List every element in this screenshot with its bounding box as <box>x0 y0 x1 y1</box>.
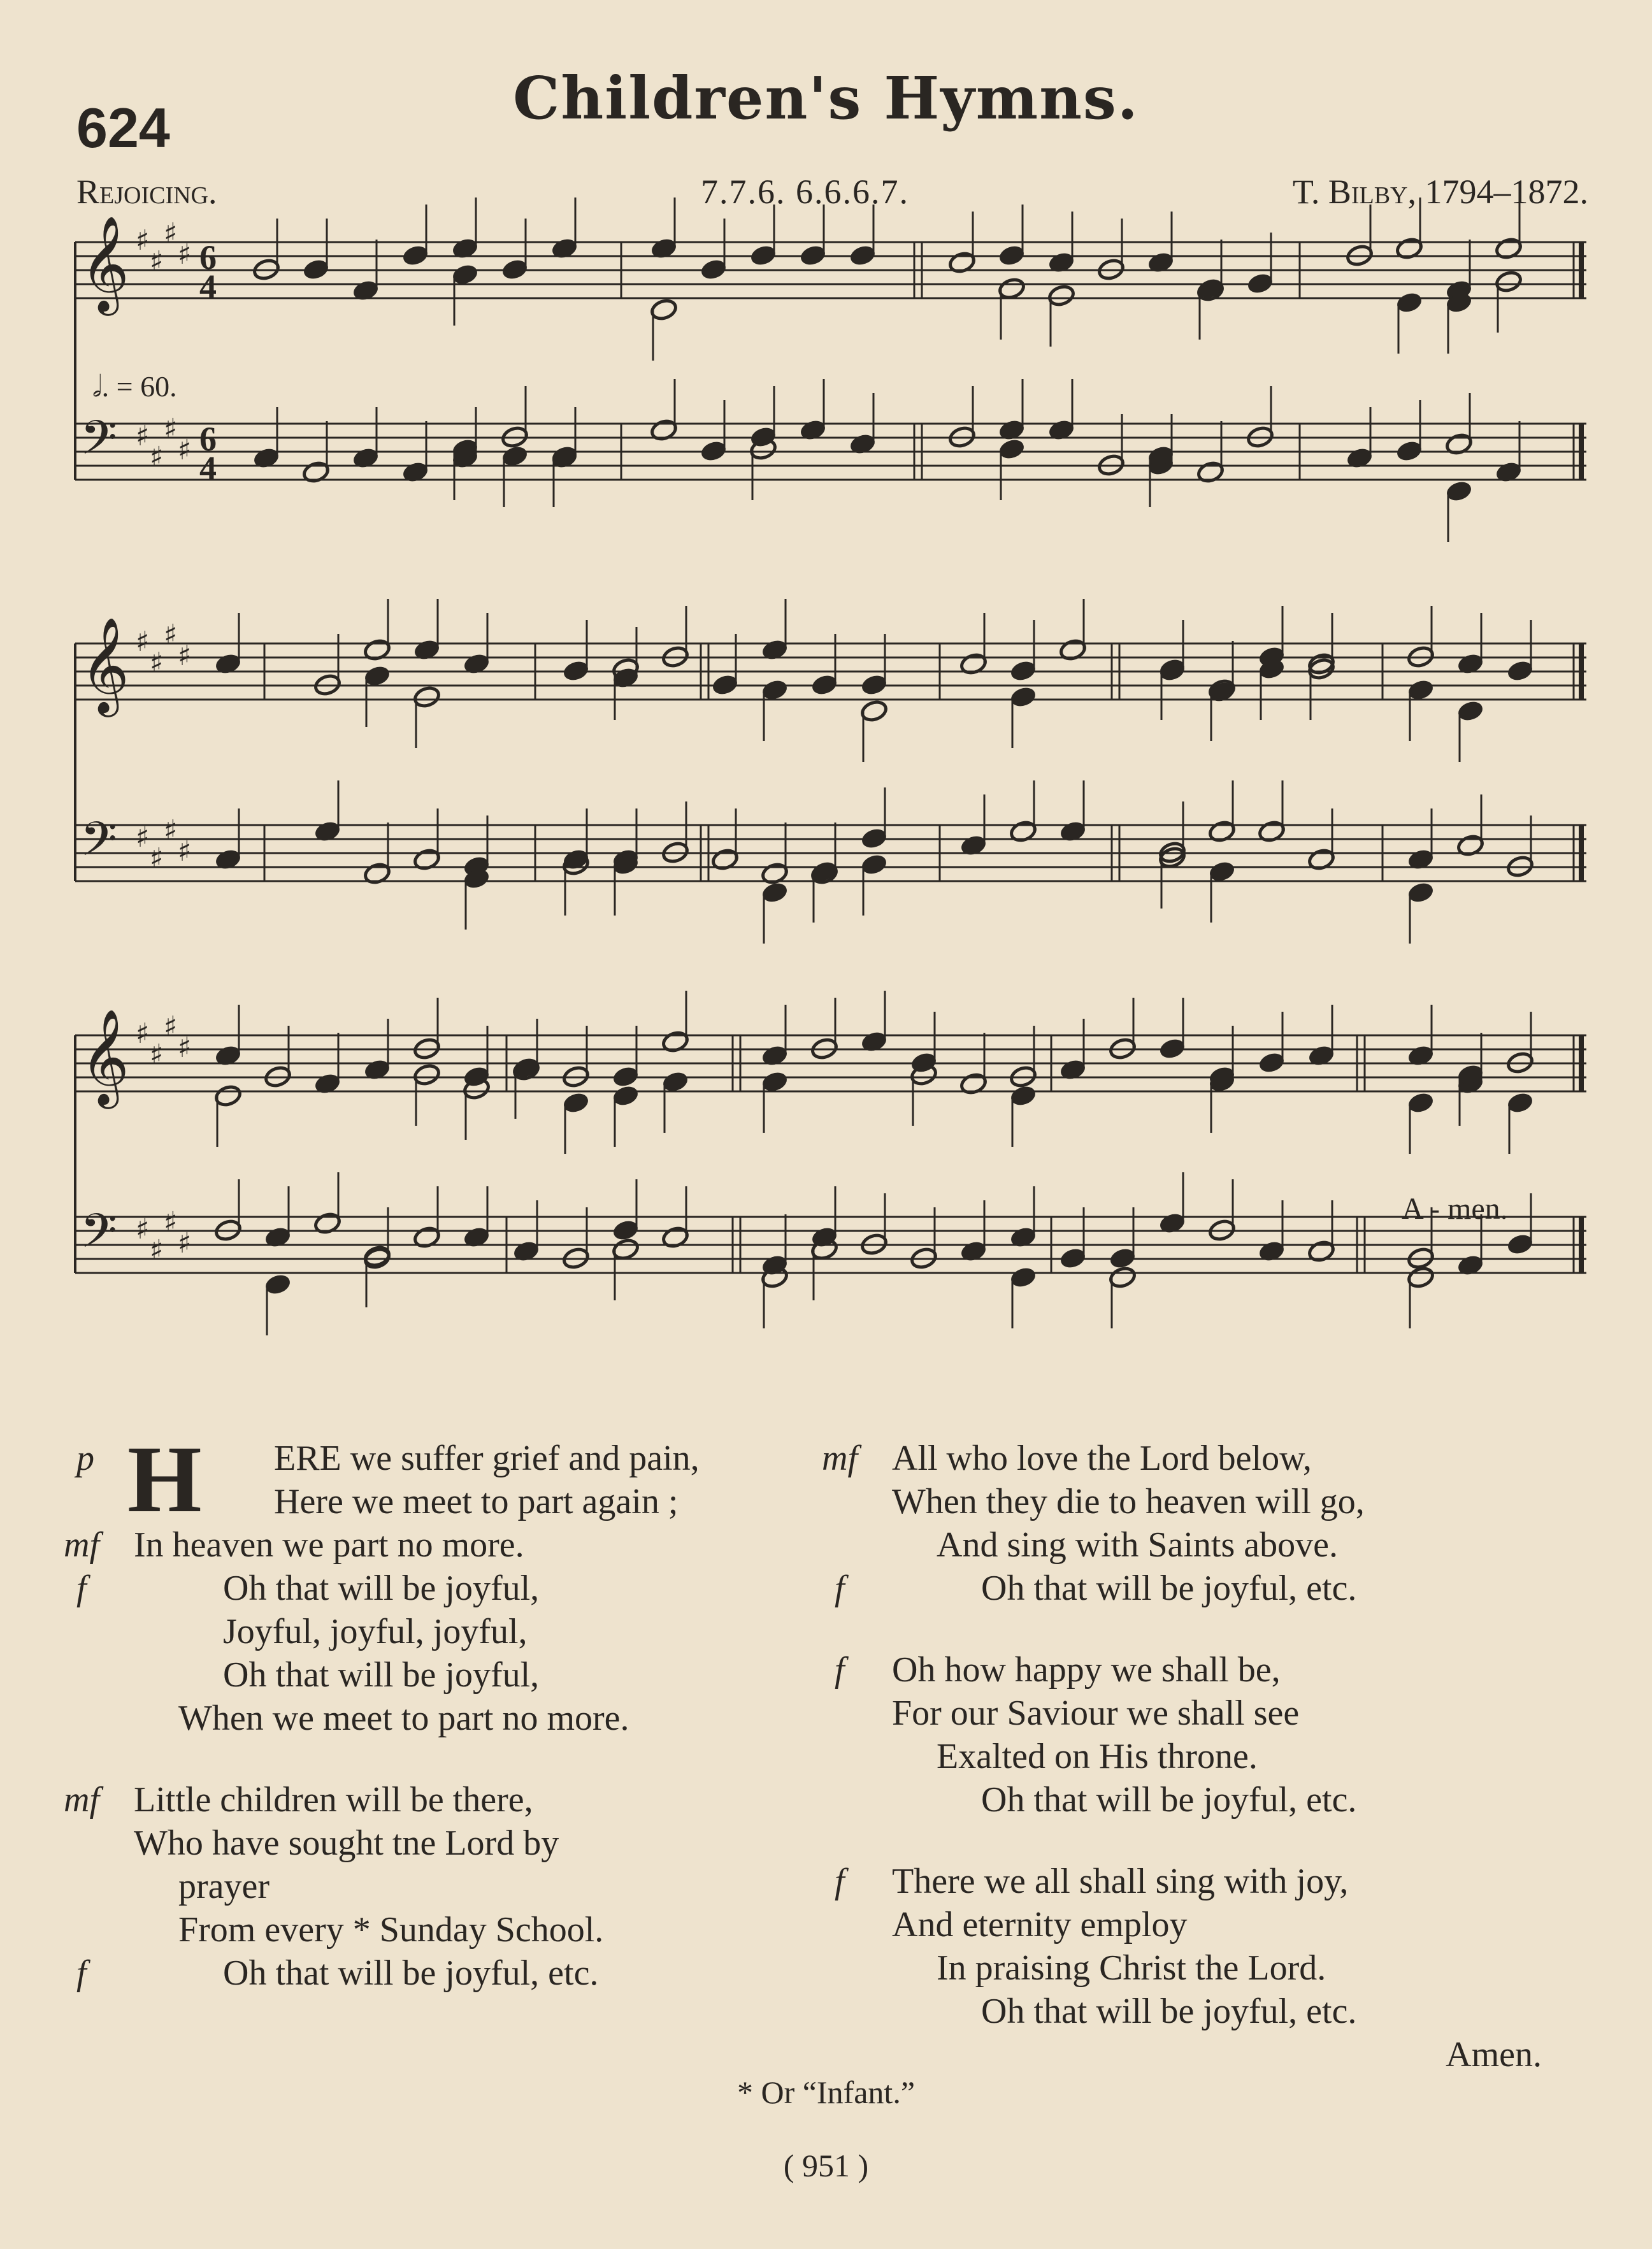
verse-text: Oh that will be joyful, etc. <box>223 1953 599 1993</box>
sharp-icon: ♯ <box>150 842 164 875</box>
music-system <box>75 991 1586 1335</box>
sharp-icon: ♯ <box>164 413 178 445</box>
dynamic-marking: mf <box>822 1439 858 1478</box>
bass-clef-icon: 𝄢 <box>80 812 117 879</box>
verse-text: And sing with Saints above. <box>937 1525 1338 1565</box>
verse-text: Oh that will be joyful, etc. <box>981 1569 1357 1608</box>
sharp-icon: ♯ <box>164 619 178 651</box>
sharp-icon: ♯ <box>178 238 192 271</box>
verse-line <box>64 1908 803 1951</box>
verse-text: Exalted on His throne. <box>937 1737 1258 1776</box>
dynamic-marking: p <box>76 1439 94 1478</box>
tune-name: Rejoicing. <box>76 173 217 211</box>
verse-line <box>64 1778 803 1821</box>
verse-line <box>822 1860 1542 1903</box>
dynamic-marking: f <box>76 1569 87 1608</box>
verse-line <box>64 1567 803 1610</box>
verse-text: For our Saviour we shall see <box>892 1693 1300 1733</box>
sharp-icon: ♯ <box>164 217 178 250</box>
verse-line <box>64 1697 803 1740</box>
footnote: * Or “Infant.” <box>736 2074 916 2110</box>
verse-line <box>822 1778 1542 1821</box>
page-number: ( 951 ) <box>783 2148 869 2183</box>
verse-text: And eternity employ <box>892 1905 1188 1944</box>
verse-line <box>822 1735 1542 1778</box>
verse-text: prayer <box>178 1867 270 1906</box>
treble-clef-icon: 𝄞 <box>80 1008 129 1105</box>
verse-line <box>822 1903 1542 1946</box>
sharp-icon: ♯ <box>164 1010 178 1043</box>
time-signature-bottom: 4 <box>199 268 217 306</box>
sharp-icon: ♯ <box>178 1031 192 1064</box>
sharp-icon: ♯ <box>150 245 164 278</box>
verse-line <box>64 1865 803 1908</box>
music-system <box>75 198 1586 542</box>
verse-line <box>822 1567 1542 1610</box>
stanza <box>64 1778 803 1995</box>
sharp-icon: ♯ <box>136 420 150 452</box>
stanza <box>64 1426 803 1740</box>
verse-text: All who love the Lord below, <box>892 1439 1312 1478</box>
verse-line <box>64 1523 803 1567</box>
verse-text: Oh how happy we shall be, <box>892 1650 1281 1690</box>
verse-text: When we meet to part no more. <box>178 1699 629 1738</box>
verse-line <box>64 1653 803 1697</box>
stanza <box>822 1437 1542 1610</box>
sharp-icon: ♯ <box>178 640 192 672</box>
verse-text: Little children will be there, <box>134 1780 533 1820</box>
verse-line <box>822 1648 1542 1692</box>
bass-clef-icon: 𝄢 <box>80 410 117 477</box>
verse-text: There we all shall sing with joy, <box>892 1862 1349 1901</box>
verse-text: Oh that will be joyful, etc. <box>981 1992 1357 2031</box>
verse-text: Oh that will be joyful, <box>223 1569 540 1608</box>
time-signature-top: 6 <box>199 420 217 458</box>
stanza <box>822 1648 1542 1821</box>
sharp-icon: ♯ <box>164 1206 178 1239</box>
sharp-icon: ♯ <box>136 1017 150 1050</box>
dynamic-marking: f <box>835 1650 845 1690</box>
time-signature-bottom: 4 <box>199 449 217 487</box>
sharp-icon: ♯ <box>136 1213 150 1246</box>
drop-cap: H <box>127 1426 202 1532</box>
sharp-icon: ♯ <box>178 434 192 466</box>
verse-line <box>822 1946 1542 1990</box>
amen-text: Amen. <box>1446 2035 1542 2074</box>
dynamic-marking: f <box>835 1862 845 1901</box>
verses-left-column <box>64 1426 803 2033</box>
time-signature-top: 6 <box>199 238 217 277</box>
stanza <box>822 1860 1542 2033</box>
treble-clef-icon: 𝄞 <box>80 215 129 312</box>
verse-line <box>822 1990 1542 2033</box>
verse-text: Oh that will be joyful, <box>223 1655 540 1695</box>
verse-line <box>822 1523 1542 1567</box>
verse-line <box>822 1437 1542 1480</box>
hymn-number: 624 <box>76 96 170 159</box>
verse-line <box>64 1610 803 1653</box>
dynamic-marking: f <box>835 1569 845 1608</box>
verse-text: In heaven we part no more. <box>134 1525 524 1565</box>
verse-text: Who have sought tne Lord by <box>134 1823 559 1863</box>
verse-text: When they die to heaven will go, <box>892 1482 1365 1521</box>
verse-text: In praising Christ the Lord. <box>937 1948 1326 1988</box>
sharp-icon: ♯ <box>136 626 150 658</box>
sharp-icon: ♯ <box>150 1038 164 1071</box>
sharp-icon: ♯ <box>178 1227 192 1260</box>
sharp-icon: ♯ <box>136 821 150 854</box>
verse-text: From every * Sunday School. <box>178 1910 604 1950</box>
music-system <box>75 599 1586 944</box>
verses-right-column <box>822 1437 1542 2076</box>
verse-line <box>64 1821 803 1865</box>
verse-line <box>822 1692 1542 1735</box>
amen-line <box>822 2033 1542 2076</box>
composer-dates: 1794–1872. <box>1425 173 1588 211</box>
amen-label: A - men. <box>1402 1192 1508 1226</box>
bass-clef-icon: 𝄢 <box>80 1204 117 1270</box>
running-title: Children's Hymns. <box>513 64 1139 133</box>
sharp-icon: ♯ <box>136 224 150 257</box>
verse-line <box>64 1437 803 1480</box>
sharp-icon: ♯ <box>178 835 192 868</box>
verse-text: Oh that will be joyful, etc. <box>981 1780 1357 1820</box>
sharp-icon: ♯ <box>150 1234 164 1267</box>
verse-text: Joyful, joyful, joyful, <box>223 1612 528 1651</box>
verse-text: Here we meet to part again ; <box>274 1482 679 1521</box>
metre: 7.7.6. 6.6.6.7. <box>701 173 909 211</box>
dynamic-marking: mf <box>64 1780 99 1820</box>
verse-line <box>822 1480 1542 1523</box>
verse-text: ERE we suffer grief and pain, <box>274 1439 700 1478</box>
treble-clef-icon: 𝄞 <box>80 616 129 713</box>
sharp-icon: ♯ <box>164 814 178 847</box>
dynamic-marking: f <box>76 1953 87 1993</box>
dynamic-marking: mf <box>64 1525 99 1565</box>
composer-name: T. Bilby, <box>1292 173 1416 211</box>
verse-line <box>64 1951 803 1995</box>
tempo-marking: 𝅗𝅥. = 60. <box>92 370 177 403</box>
verse-line <box>64 1480 803 1523</box>
sharp-icon: ♯ <box>150 441 164 473</box>
sharp-icon: ♯ <box>150 647 164 679</box>
